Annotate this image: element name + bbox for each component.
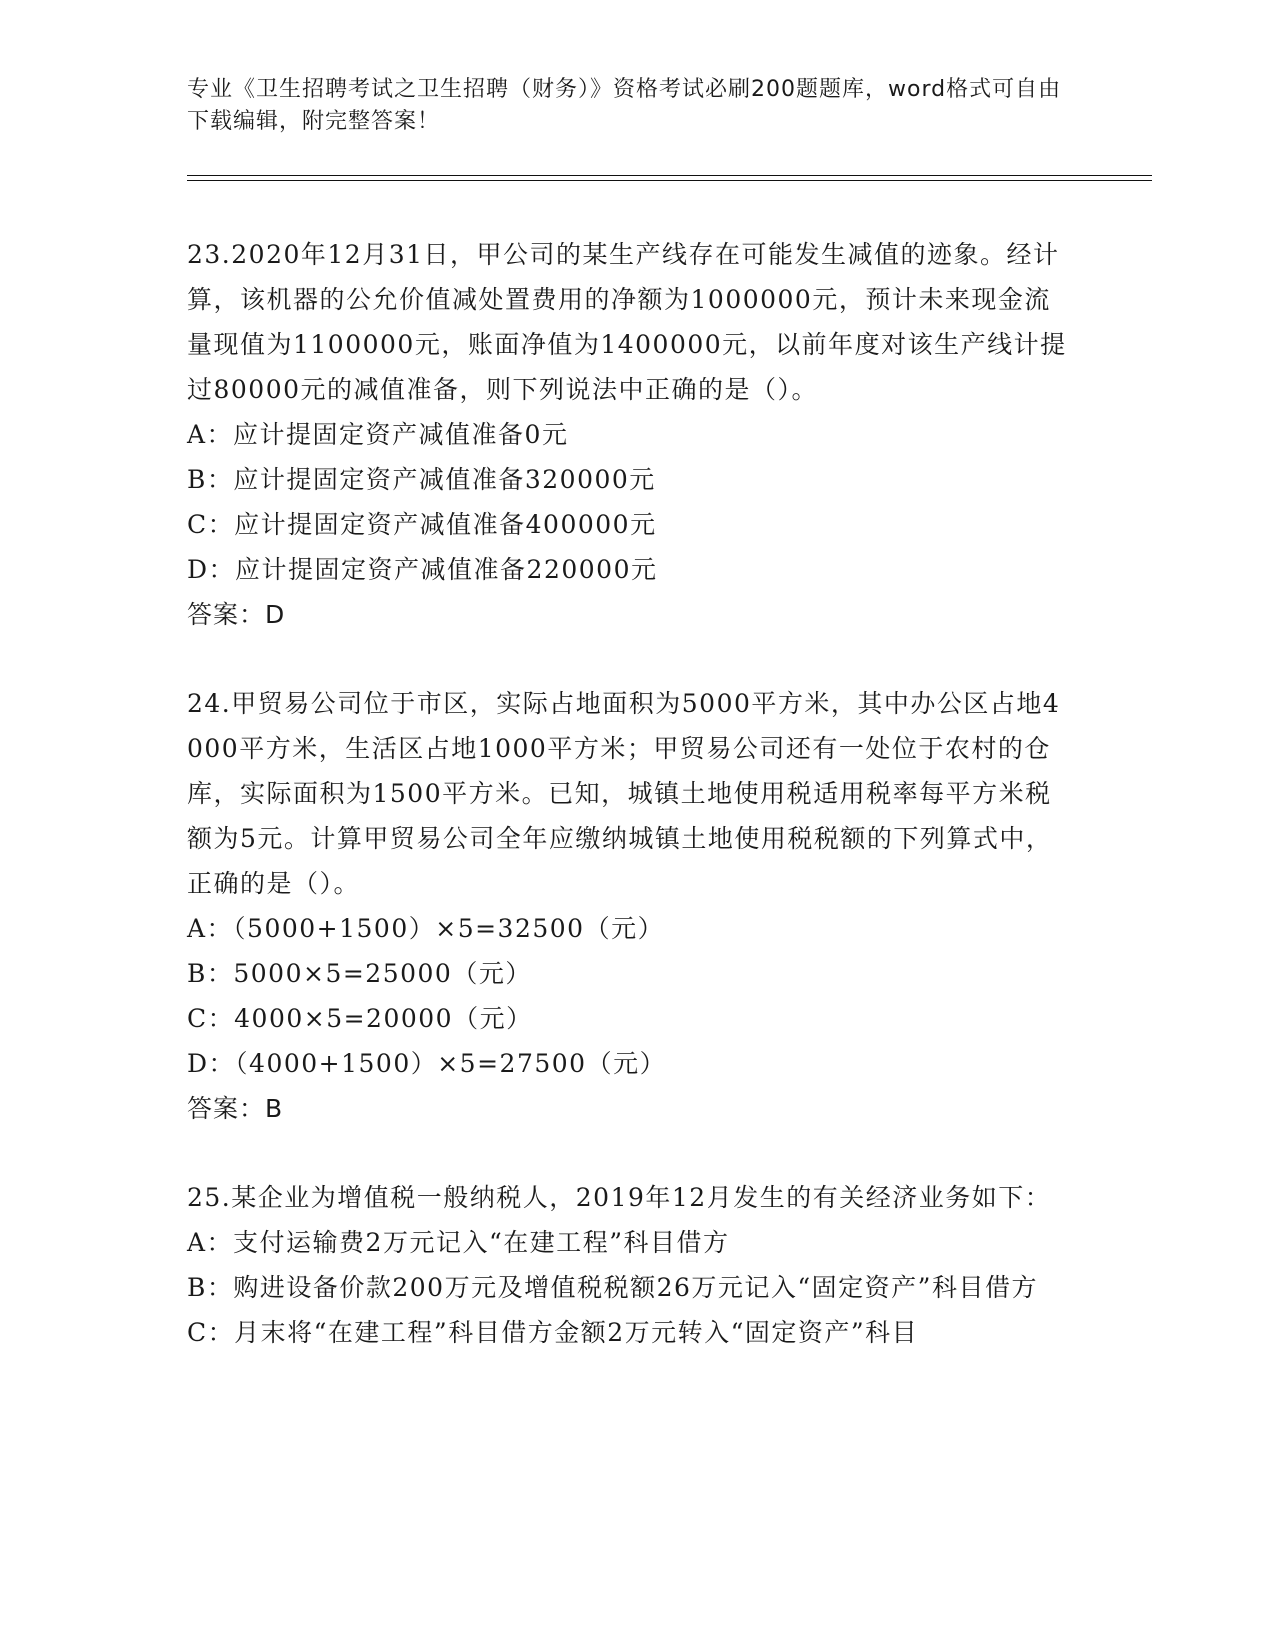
header-divider-bottom [187, 180, 1152, 181]
option-a: A：应计提固定资产减值准备0元 [187, 420, 569, 449]
question-stem: 25.某企业为增值税一般纳税人，2019年12月发生的有关经济业务如下： [187, 1183, 1052, 1212]
option-b: B：应计提固定资产减值准备320000元 [187, 465, 656, 494]
page-header: 专业《卫生招聘考试之卫生招聘（财务）》资格考试必刷200题题库，word格式可自由下载编辑，附完整答案！ [187, 77, 1062, 134]
option-d: D：（4000+1500）×5=27500（元） [187, 1049, 667, 1078]
answer: 答案：B [187, 1094, 284, 1123]
option-a: A：支付运输费2万元记入“在建工程”科目借方 [187, 1228, 730, 1257]
option-b: B：购进设备价款200万元及增值税税额26万元记入“固定资产”科目借方 [187, 1273, 1038, 1302]
option-a: A：（5000+1500）×5=32500（元） [187, 914, 665, 943]
question-23 [187, 232, 1067, 637]
answer: 答案：D [187, 600, 286, 629]
header-divider-top [187, 175, 1152, 176]
option-d: D：应计提固定资产减值准备220000元 [187, 555, 658, 584]
option-b: B：5000×5=25000（元） [187, 959, 532, 988]
option-c: C：4000×5=20000（元） [187, 1004, 533, 1033]
question-25 [187, 1175, 1067, 1355]
question-stem: 24.甲贸易公司位于市区，实际占地面积为5000平方米，其中办公区占地4000平方米，生活区占地1000平方米；甲贸易公司还有一处位于农村的仓库，实际面积为1500平方米。已知，城镇土地使用税适用税率每平方米税额为5元。计算甲贸易公司全年应缴纳城镇土地使用税税额的下列算式中，正确的是（）。 [187, 689, 1061, 898]
option-c: C：月末将“在建工程”科目借方金额2万元转入“固定资产”科目 [187, 1318, 919, 1347]
question-stem: 23.2020年12月31日，甲公司的某生产线存在可能发生减值的迹象。经计算，该机器的公允价值减处置费用的净额为1000000元，预计未来现金流量现值为1100000元，账面净值为1400000元，以前年度对该生产线计提过80000元的减值准备，则下列说法中正确的是（）。 [187, 240, 1067, 404]
question-24 [187, 681, 1067, 1131]
document-body [187, 232, 1067, 1399]
option-c: C：应计提固定资产减值准备400000元 [187, 510, 657, 539]
